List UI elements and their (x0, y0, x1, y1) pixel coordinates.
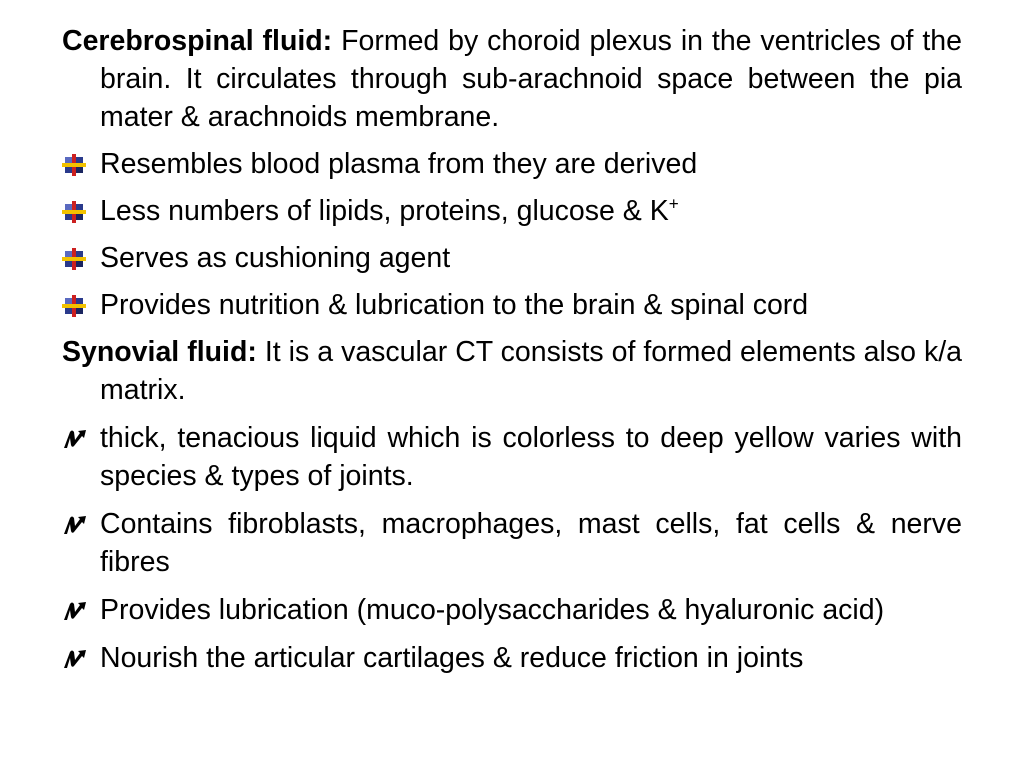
synovial-definition-text: It is a vascular CT consists of formed elements also k/a matrix. (100, 336, 962, 406)
csf-bullet-text: Less numbers of lipids, proteins, glucose & K (100, 195, 669, 227)
synovial-bullet-text: Nourish the articular cartilages & reduce friction in joints (100, 642, 804, 674)
hook-arrow-bullet-icon (62, 648, 86, 670)
square-bullet-icon (62, 295, 86, 317)
csf-definition (62, 22, 962, 136)
synovial-definition (62, 333, 962, 409)
csf-bullet-text: Serves as cushioning agent (100, 242, 451, 274)
square-bullet-icon (62, 154, 86, 176)
csf-definition-text: Formed by choroid plexus in the ventricles of the brain. It circulates through sub-arachnoid space between the pia mater & arachnoids membrane. (100, 25, 962, 133)
list-item (62, 591, 962, 629)
hook-arrow-bullet-icon (62, 600, 86, 622)
synovial-bullet-text: Provides lubrication (muco-polysaccharides & hyaluronic acid) (100, 594, 885, 626)
synovial-term: Synovial fluid: (62, 336, 257, 368)
synovial-bullet-text: Contains fibroblasts, macrophages, mast cells, fat cells & nerve fibres (100, 508, 962, 578)
list-item (62, 505, 962, 581)
hook-arrow-bullet-icon (62, 428, 86, 450)
csf-bullet-text: Provides nutrition & lubrication to the brain & spinal cord (100, 289, 809, 321)
square-bullet-icon (62, 248, 86, 270)
list-item (62, 419, 962, 495)
csf-term: Cerebrospinal fluid: (62, 25, 333, 57)
list-item (62, 639, 962, 677)
square-bullet-icon (62, 201, 86, 223)
list-item (62, 145, 962, 183)
csf-bullet-text: Resembles blood plasma from they are derived (100, 148, 698, 180)
list-item (62, 192, 962, 230)
list-item (62, 286, 962, 324)
list-item (62, 239, 962, 277)
hook-arrow-bullet-icon (62, 514, 86, 536)
synovial-bullet-text: thick, tenacious liquid which is colorless to deep yellow varies with species & types of joints. (100, 422, 962, 492)
potassium-charge: + (668, 194, 679, 214)
